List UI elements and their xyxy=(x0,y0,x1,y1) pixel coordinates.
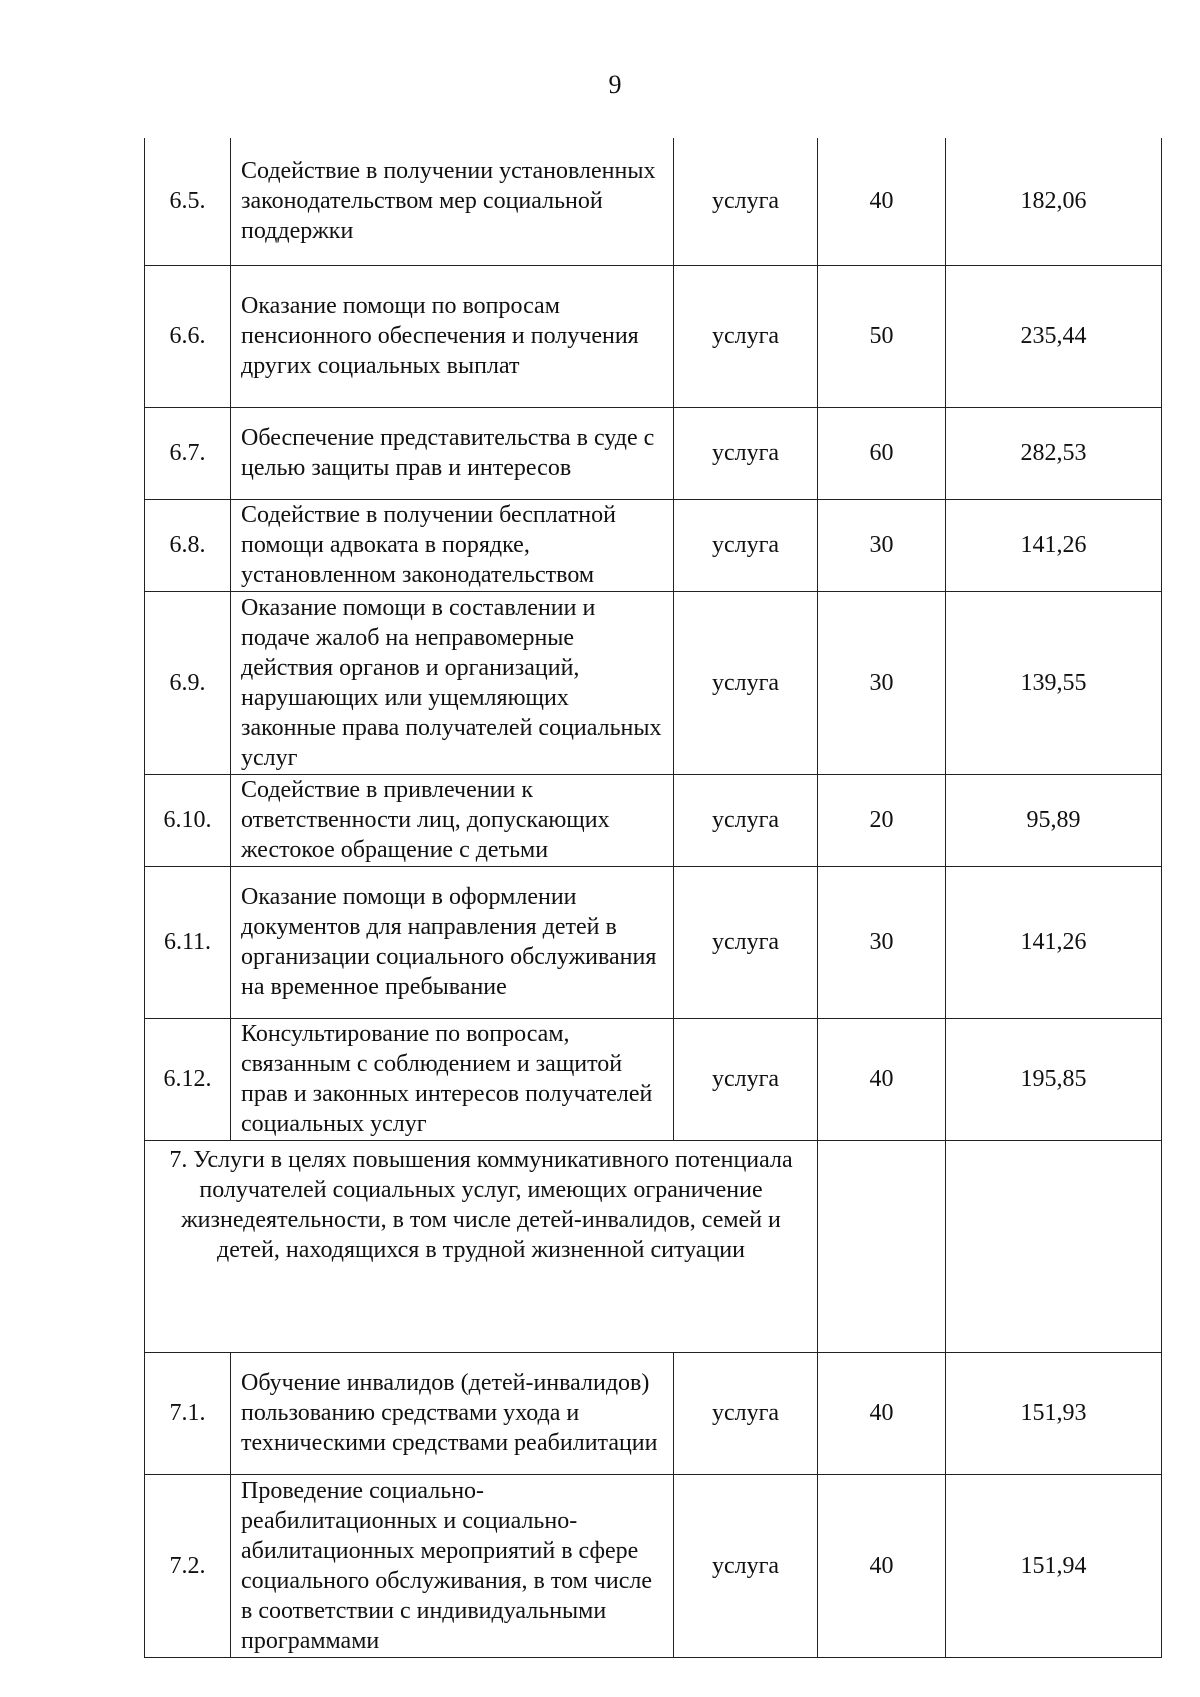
unit-cell: услуга xyxy=(674,407,818,499)
page-number: 9 xyxy=(608,70,622,99)
unit-cell: услуга xyxy=(674,591,818,774)
unit-cell: услуга xyxy=(674,1474,818,1657)
quantity-cell: 30 xyxy=(818,591,946,774)
table-row xyxy=(145,591,1162,774)
price-cell: 139,55 xyxy=(946,591,1162,774)
quantity-cell: 40 xyxy=(818,1352,946,1474)
empty-cell xyxy=(818,1140,946,1352)
quantity-cell: 60 xyxy=(818,407,946,499)
row-number: 6.6. xyxy=(145,265,231,407)
service-name: Содействие в привлечении к ответственности лиц, допускающих жестокое обращение с детьми xyxy=(231,774,674,866)
services-table xyxy=(144,138,1162,1658)
row-number: 6.7. xyxy=(145,407,231,499)
quantity-cell: 20 xyxy=(818,774,946,866)
price-cell: 141,26 xyxy=(946,499,1162,591)
quantity-cell: 50 xyxy=(818,265,946,407)
table-row xyxy=(145,1474,1162,1657)
unit-cell: услуга xyxy=(674,265,818,407)
row-number: 7.1. xyxy=(145,1352,231,1474)
service-name: Содействие в получении бесплатной помощи адвоката в порядке, установленном законодательством xyxy=(231,499,674,591)
price-cell: 235,44 xyxy=(946,265,1162,407)
service-name: Обеспечение представительства в суде с целью защиты прав и интересов xyxy=(231,407,674,499)
row-number: 6.11. xyxy=(145,866,231,1018)
service-name: Проведение социально-реабилитационных и социально-абилитационных мероприятий в сфере социального обслуживания, в том числе в соответствии с индивидуальными программами xyxy=(231,1474,674,1657)
price-cell: 195,85 xyxy=(946,1018,1162,1140)
row-number: 6.9. xyxy=(145,591,231,774)
row-number: 7.2. xyxy=(145,1474,231,1657)
row-number: 6.5. xyxy=(145,138,231,265)
price-cell: 282,53 xyxy=(946,407,1162,499)
table-row xyxy=(145,407,1162,499)
price-cell: 141,26 xyxy=(946,866,1162,1018)
table-row xyxy=(145,138,1162,265)
price-cell: 182,06 xyxy=(946,138,1162,265)
unit-cell: услуга xyxy=(674,499,818,591)
table-row xyxy=(145,265,1162,407)
section-title: 7. Услуги в целях повышения коммуникативного потенциала получателей социальных услуг, имеющих ограничение жизнедеятельности, в том числе детей-инвалидов, семей и детей, находящихся в трудной жизненной ситуации xyxy=(145,1140,818,1352)
price-cell: 151,93 xyxy=(946,1352,1162,1474)
row-number: 6.10. xyxy=(145,774,231,866)
service-name: Оказание помощи в составлении и подаче жалоб на неправомерные действия органов и организаций, нарушающих или ущемляющих законные права получателей социальных услуг xyxy=(231,591,674,774)
row-number: 6.8. xyxy=(145,499,231,591)
price-cell: 151,94 xyxy=(946,1474,1162,1657)
unit-cell: услуга xyxy=(674,1352,818,1474)
price-cell: 95,89 xyxy=(946,774,1162,866)
unit-cell: услуга xyxy=(674,1018,818,1140)
quantity-cell: 40 xyxy=(818,1018,946,1140)
service-name: Консультирование по вопросам, связанным с соблюдением и защитой прав и законных интересов получателей социальных услуг xyxy=(231,1018,674,1140)
section-header-row xyxy=(145,1140,1162,1352)
service-name: Содействие в получении установленных законодательством мер социальной поддержки xyxy=(231,138,674,265)
unit-cell: услуга xyxy=(674,866,818,1018)
quantity-cell: 30 xyxy=(818,499,946,591)
table-row xyxy=(145,774,1162,866)
table-row xyxy=(145,866,1162,1018)
quantity-cell: 40 xyxy=(818,138,946,265)
service-name: Оказание помощи в оформлении документов для направления детей в организации социального обслуживания на временное пребывание xyxy=(231,866,674,1018)
quantity-cell: 40 xyxy=(818,1474,946,1657)
table-row xyxy=(145,499,1162,591)
service-name: Оказание помощи по вопросам пенсионного обеспечения и получения других социальных выплат xyxy=(231,265,674,407)
quantity-cell: 30 xyxy=(818,866,946,1018)
table-row xyxy=(145,1018,1162,1140)
row-number: 6.12. xyxy=(145,1018,231,1140)
service-name: Обучение инвалидов (детей-инвалидов) пользованию средствами ухода и техническими средствами реабилитации xyxy=(231,1352,674,1474)
unit-cell: услуга xyxy=(674,774,818,866)
unit-cell: услуга xyxy=(674,138,818,265)
empty-cell xyxy=(946,1140,1162,1352)
table-row xyxy=(145,1352,1162,1474)
